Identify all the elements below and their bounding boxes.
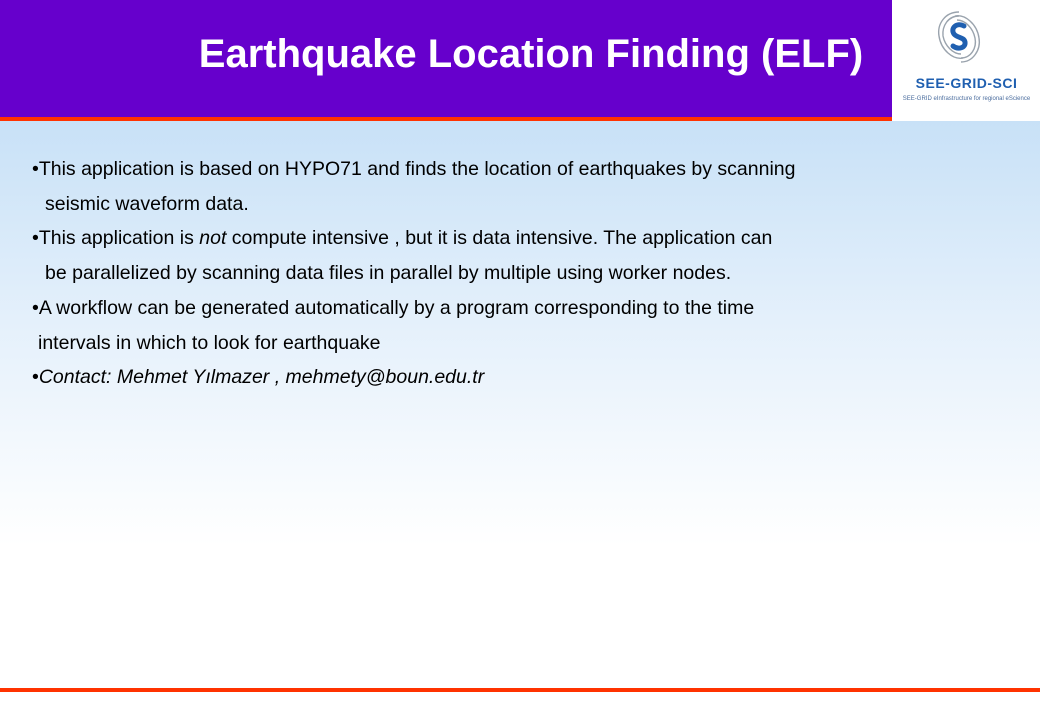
bullet-2-line-1 [32, 221, 1022, 256]
logo-tagline: SEE-GRID eInfrastructure for regional eScience [902, 96, 1031, 102]
bullet-4-line-1 [32, 360, 1022, 395]
bullet-list [32, 152, 1022, 395]
logo [893, 0, 1040, 118]
swirl-logo-icon [933, 8, 985, 66]
bullet-2-text-pre: •This application is [32, 227, 200, 250]
bullet-1-line-2: seismic waveform data. [45, 192, 249, 215]
slide-title: Earthquake Location Finding (ELF) [198, 32, 864, 76]
bullet-4-marker: • [32, 366, 39, 389]
bullet-2-line-2: be parallelized by scanning data files in parallel by multiple using worker nodes. [45, 262, 732, 285]
logo-name: SEE-GRID-SCI [915, 75, 1018, 91]
bullet-2-text-post: compute intensive , but it is data intensive. The application can [226, 227, 773, 250]
bullet-3-line-1: •A workflow can be generated automatically by a program corresponding to the time [32, 296, 755, 319]
bullet-1-line-1: •This application is based on HYPO71 and finds the location of earthquakes by scanning [32, 158, 796, 180]
footer-divider [0, 688, 1040, 692]
bullet-3-line-2: intervals in which to look for earthquake [38, 331, 381, 354]
contact-info: Contact: Mehmet Yılmazer , mehmety@boun.edu.tr [38, 366, 485, 389]
bullet-2-emphasis: not [199, 227, 227, 250]
